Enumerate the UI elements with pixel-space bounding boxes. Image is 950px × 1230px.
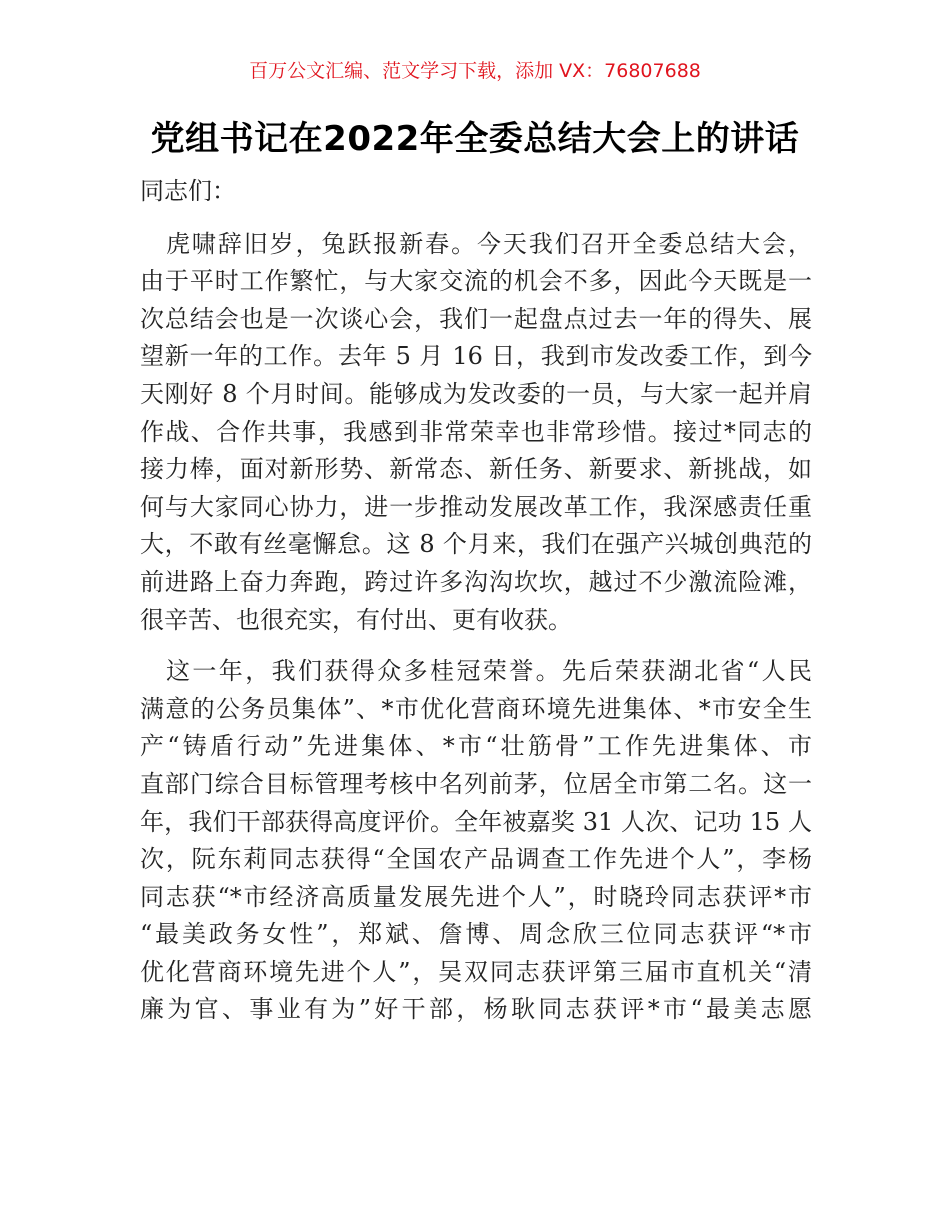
paragraph-line: 次总结会也是一次谈心会，我们一起盘点过去一年的得失、展	[140, 304, 812, 333]
paragraph-line: 很辛苦、也很充实，有付出、更有收获。	[140, 605, 572, 634]
salutation: 同志们：	[140, 177, 236, 205]
paragraph-line: 接力棒，面对新形势、新常态、新任务、新要求、新挑战，如	[140, 455, 812, 484]
watermark-banner: 百万公文汇编、范文学习下载，添加 VX：76807688	[249, 60, 701, 82]
paragraph-line: 廉为官、事业有为”好干部，杨耿同志获评*市“最美志愿	[140, 995, 812, 1024]
paragraph-line: 这一年，我们获得众多桂冠荣誉。先后荣获湖北省“人民	[166, 657, 812, 686]
paragraph-line: 由于平时工作繁忙，与大家交流的机会不多，因此今天既是一	[140, 267, 812, 296]
paragraph-line: 望新一年的工作。去年 5 月 16 日，我到市发改委工作，到今	[140, 342, 812, 371]
paragraph-opening	[140, 226, 812, 640]
document-title: 党组书记在2022年全委总结大会上的讲话	[150, 119, 800, 159]
paragraph-line: 直部门综合目标管理考核中名列前茅，位居全市第二名。这一	[140, 769, 812, 798]
paragraph-line: 前进路上奋力奔跑，跨过许多沟沟坎坎，越过不少激流险滩，	[140, 567, 812, 596]
paragraph-line: 虎啸辞旧岁，兔跃报新春。今天我们召开全委总结大会，	[166, 229, 812, 258]
paragraph-line: 次，阮东莉同志获得“全国农产品调查工作先进个人”，李杨	[140, 845, 812, 874]
paragraph-line: 大，不敢有丝毫懈怠。这 8 个月来，我们在强产兴城创典范的	[140, 530, 812, 559]
paragraph-line: 优化营商环境先进个人”，吴双同志获评第三届市直机关“清	[140, 957, 812, 986]
paragraph-line: 同志获“*市经济高质量发展先进个人”，时晓玲同志获评*市	[140, 882, 812, 911]
paragraph-line: 产“铸盾行动”先进集体、*市“壮筋骨”工作先进集体、市	[140, 732, 812, 761]
paragraph-line: 何与大家同心协力，进一步推动发展改革工作，我深感责任重	[140, 492, 812, 521]
document-body	[140, 173, 812, 1043]
paragraph-achievements	[140, 653, 812, 1029]
paragraph-line: 天刚好 8 个月时间。能够成为发改委的一员，与大家一起并肩	[140, 379, 812, 408]
paragraph-line: 年，我们干部获得高度评价。全年被嘉奖 31 人次、记功 15 人	[140, 807, 812, 836]
paragraph-line: 作战、合作共事，我感到非常荣幸也非常珍惜。接过*同志的	[140, 417, 812, 446]
paragraph-line: 满意的公务员集体”、*市优化营商环境先进集体、*市安全生	[140, 694, 812, 723]
paragraph-line: “最美政务女性”，郑斌、詹博、周念欣三位同志获评“*市	[140, 920, 812, 949]
